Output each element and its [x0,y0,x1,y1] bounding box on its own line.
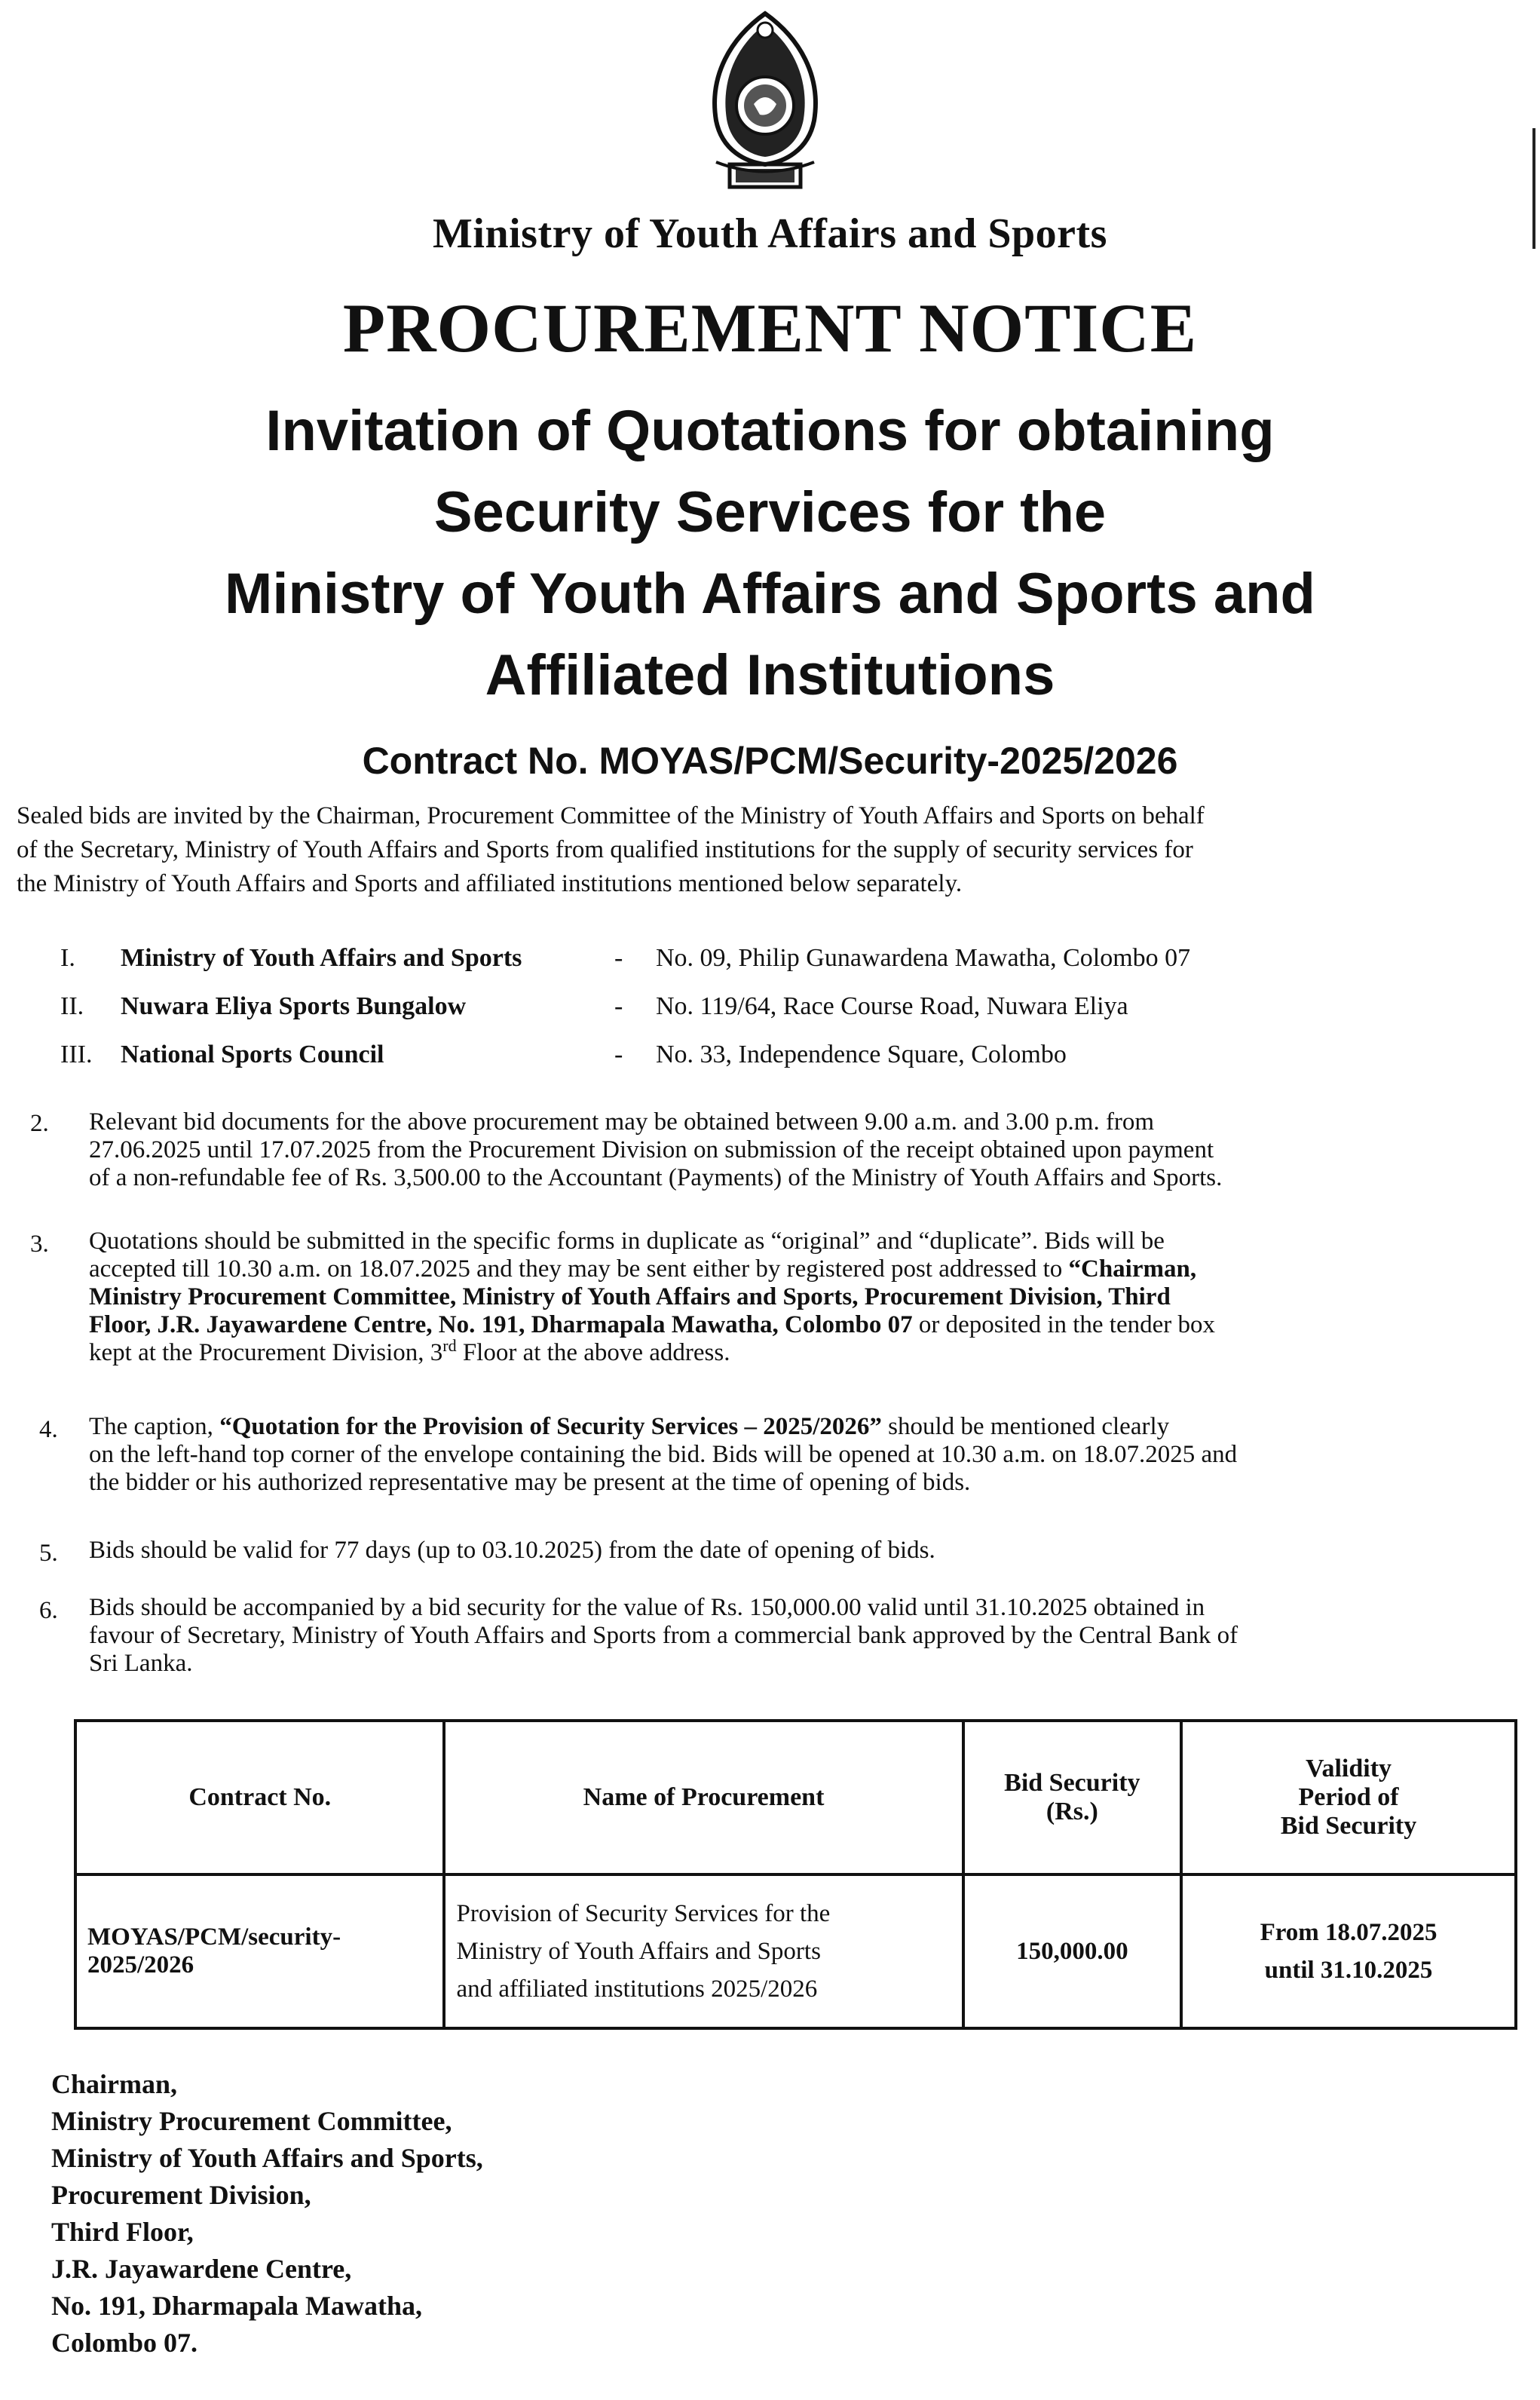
table-row [75,1874,1516,2028]
paragraph-text: should be mentioned clearly [881,1413,1170,1440]
institution-name: National Sports Council [121,1041,384,1068]
cell-contract-no [75,1874,444,2028]
address-line: Third Floor, [51,2217,194,2247]
paragraph-line: favour of Secretary, Ministry of Youth Affairs and Sports from a commercial bank approved by the Central Bank of [89,1622,1238,1649]
paragraph-2 [89,1108,1499,1192]
paragraph-text: accepted till 10.30 a.m. on 18.07.2025 and they may be sent either by registered post addressed to [89,1255,1069,1283]
paragraph-line [89,1255,1499,1283]
header-text: Period of [1298,1783,1399,1811]
superscript: rd [442,1336,457,1355]
header-name-of-procurement [444,1721,963,1874]
paragraph-line [89,1413,1499,1441]
paragraph-number: 6. [39,1597,58,1624]
paragraph-line [89,1311,1499,1339]
intro-line: Sealed bids are invited by the Chairman, Procurement Committee of the Ministry of Youth Affairs and Sports on behalf [17,802,1205,829]
invitation-title-line-3: Ministry of Youth Affairs and Sports and [225,562,1315,626]
header-text: Bid Security [1004,1769,1140,1797]
paragraph-line: the bidder or his authorized representative may be present at the time of opening of bids. [89,1469,971,1496]
address-line: J.R. Jayawardene Centre, [51,2254,352,2284]
paragraph-line: Bids should be valid for 77 days (up to 03.10.2025) from the date of opening of bids. [89,1537,935,1564]
institution-address: No. 09, Philip Gunawardena Mawatha, Colombo 07 [656,944,1191,972]
cell-text: and affiliated institutions 2025/2026 [456,1975,818,2003]
address-line: Colombo 07. [51,2328,198,2358]
intro-paragraph [17,799,1505,901]
paragraph-text-bold: “Chairman, [1068,1255,1197,1283]
paragraph-line: Quotations should be submitted in the specific forms in duplicate as “original” and “duplicate”. Bids will be [89,1228,1165,1255]
invitation-title-line-1: Invitation of Quotations for obtaining [265,399,1275,463]
cell-bid-security [963,1874,1181,2028]
address-line: No. 191, Dharmapala Mawatha, [51,2291,422,2321]
procurement-table [74,1719,1517,2030]
paragraph-5 [89,1537,1499,1565]
institution-address: No. 33, Independence Square, Colombo [656,1041,1067,1068]
paragraph-line: of a non-refundable fee of Rs. 3,500.00 to the Accountant (Payments) of the Ministry of Youth Affairs and Sports. [89,1164,1223,1191]
institution-name: Ministry of Youth Affairs and Sports [121,944,522,972]
contract-number-heading: Contract No. MOYAS/PCM/Security-2025/2026 [362,740,1178,782]
sri-lanka-emblem-icon [686,8,844,196]
address-line: Chairman, [51,2069,178,2099]
header-text: Contract No. [188,1783,332,1811]
paragraph-number: 3. [30,1231,49,1258]
invitation-title-line-2: Security Services for the [433,480,1107,544]
header-text: Bid Security [1280,1812,1417,1840]
intro-line: of the Secretary, Ministry of Youth Affairs and Sports from qualified institutions for the supply of security services for [17,836,1193,863]
address-line: Ministry Procurement Committee, [51,2106,452,2136]
cell-text: 150,000.00 [1016,1937,1128,1965]
cell-text: until 31.10.2025 [1264,1957,1433,1984]
header-validity-period [1181,1721,1516,1874]
ministry-heading: Ministry of Youth Affairs and Sports [433,210,1107,257]
paragraph-line-bold: Ministry Procurement Committee, Ministry of Youth Affairs and Sports, Procurement Division, Third [89,1283,1171,1310]
institution-number: I. [60,944,75,972]
address-line: Ministry of Youth Affairs and Sports, [51,2143,483,2173]
institution-dash: - [614,992,623,1020]
cell-text: 2025/2026 [87,1951,194,1979]
institution-address: No. 119/64, Race Course Road, Nuwara Eliya [656,992,1128,1020]
paragraph-text: or deposited in the tender box [912,1311,1216,1338]
cell-text: From 18.07.2025 [1260,1919,1437,1946]
paragraph-text: The caption, [89,1413,220,1440]
cell-text: Ministry of Youth Affairs and Sports [456,1938,821,1965]
paragraph-line: Bids should be accompanied by a bid security for the value of Rs. 150,000.00 valid until 31.10.2025 obtained in [89,1594,1205,1621]
cell-text: Provision of Security Services for the [456,1900,831,1927]
intro-line: the Ministry of Youth Affairs and Sports and affiliated institutions mentioned below separately. [17,870,963,897]
header-bid-security [963,1721,1181,1874]
paragraph-text-bold: “Quotation for the Provision of Security Services – 2025/2026” [219,1413,882,1440]
paragraph-line: Sri Lanka. [89,1650,193,1677]
paragraph-number: 4. [39,1416,58,1443]
institution-name: Nuwara Eliya Sports Bungalow [121,992,467,1020]
address-line: Procurement Division, [51,2180,311,2210]
header-contract-no [75,1721,444,1874]
header-text: (Rs.) [1046,1798,1098,1825]
paragraph-line: Relevant bid documents for the above procurement may be obtained between 9.00 a.m. and 3.00 p.m. from [89,1108,1155,1136]
table-header-row [75,1721,1516,1874]
paragraph-4 [89,1413,1499,1497]
paragraph-line: on the left-hand top corner of the envelope containing the bid. Bids will be opened at 10.30 a.m. on 18.07.2025 and [89,1441,1238,1468]
header-text: Validity [1306,1755,1392,1782]
header-text: Name of Procurement [583,1783,825,1811]
paragraph-line [89,1336,1499,1367]
invitation-title-line-4: Affiliated Institutions [485,643,1055,707]
paragraph-number: 2. [30,1110,49,1137]
paragraph-3 [89,1228,1499,1367]
cell-text: MOYAS/PCM/security- [87,1923,341,1951]
signature-address-block [51,2066,483,2362]
institution-dash: - [614,1041,623,1068]
cell-name-of-procurement [444,1874,963,2028]
paragraph-number: 5. [39,1540,58,1567]
paragraph-text: kept at the Procurement Division, 3 [89,1339,443,1366]
paragraph-text: Floor at the above address. [456,1339,730,1366]
paragraph-6 [89,1594,1499,1678]
institution-number: III. [60,1041,93,1068]
notice-title: PROCUREMENT NOTICE [342,290,1198,366]
institution-number: II. [60,992,84,1020]
paragraph-line: 27.06.2025 until 17.07.2025 from the Procurement Division on submission of the receipt obtained upon payment [89,1136,1214,1163]
cell-validity-period [1181,1874,1516,2028]
institution-dash: - [614,944,623,972]
paragraph-text-bold: Floor, J.R. Jayawardene Centre, No. 191, Dharmapala Mawatha, Colombo 07 [89,1311,913,1338]
